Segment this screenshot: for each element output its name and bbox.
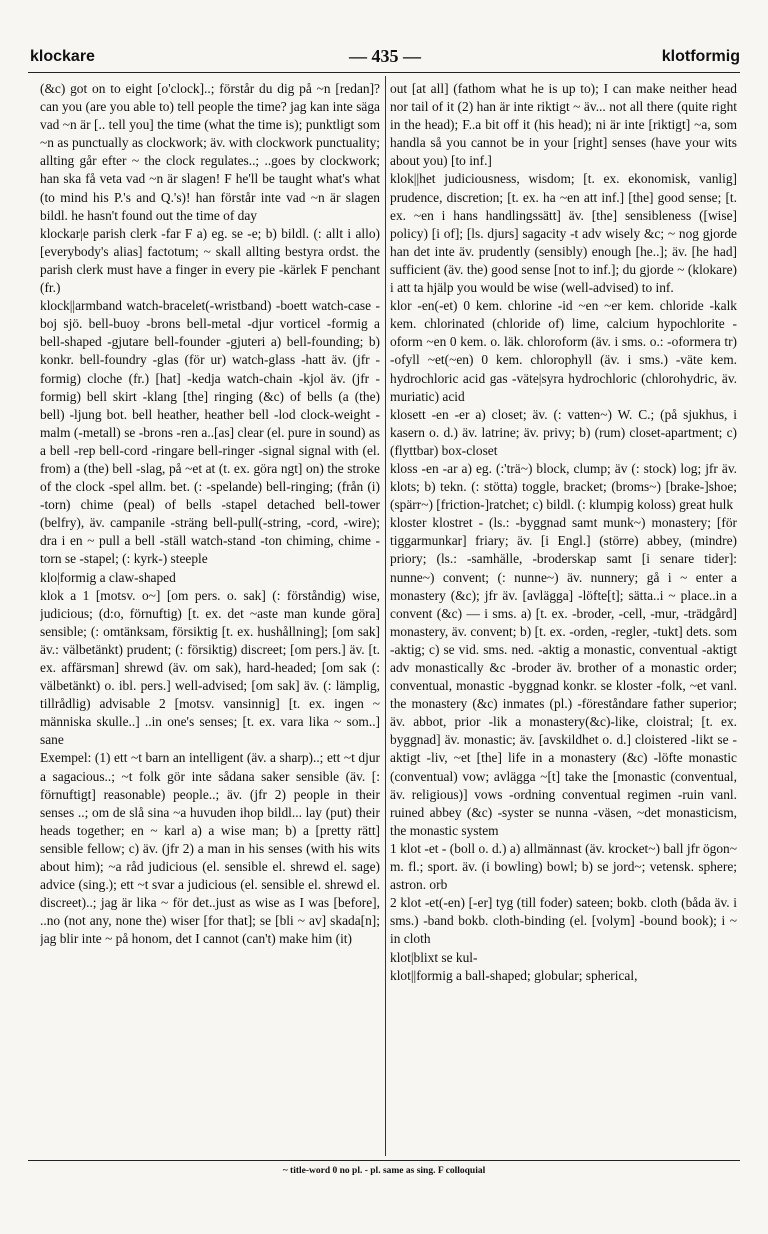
dictionary-entry: klok||het judiciousness, wisdom; [t. ex. ekonomisk, vanlig] prudence, discretion; [t. ex. ha ~en att inf.] [the] good sense; [t. ex. ~en i hans handlingssätt] äv. [the] sensibleness ([wise] policy) [i of]; [ls. djurs] sagacity -t adv wisely &c; ~ nog gjorde han det inte äv. prudently (sensibly) enough [he..]; äv. [he had] sufficient (äv. the) good sense [not to inf.]; du gjorde ~ (klokare) i att ta hjälp you would be wise (well-advised) to inf. [390,171,737,296]
header-rule [28,72,740,73]
dictionary-entry: klot|blixt se kul- [390,949,478,965]
dictionary-entry: klor -en(-et) 0 kem. chlorine -id ~en ~er kem. chloride -kalk kem. chlorinated (chloride of) lime, calcium hypochlorite -oform ~en 0 kem. o. läk. chloroform (äv. i sms. o.: -oformera tr) -ofyll ~et(~en) 0 kem. chlorophyll (äv. i sms.) -väte kem. hydrochloric acid gas -väte|syra hydrochloric (chlorohydric, äv. muriatic) acid [390,298,737,404]
dictionary-entry: 2 klot -et(-en) [-er] tyg (till foder) sateen; bokb. cloth (båda äv. i sms.) -band bokb. cloth-binding (el. [volym] -bound book); i ~ in cloth [390,895,737,947]
column-divider [385,76,386,1156]
abbreviation-key: ~ title-word 0 no pl. - pl. same as sing. F colloquial [282,1166,486,1176]
dictionary-entry: out [at all] (fathom what he is up to); I can make neither head nor tail of it (2) han är inte riktigt ~ äv... not all there (quite right in the head); F..a bit off it (his head); ni är inte [riktigt] ~a, som handla så you cannot be in your [right] senses (have your wits about you) [to inf.] [390,81,737,169]
dictionary-entry: klot||formig a ball-shaped; globular; spherical, [390,967,638,983]
dictionary-entry: klosett -en -er a) closet; äv. (: vatten~) W. C.; (på sjukhus, i kasern o. d.) äv. latrine; äv. privy; b) (rum) closet-apartment; c) (flyttbar) box-closet [390,406,737,458]
dictionary-entry: (&c) got on to eight [o'clock]..; förstår du dig på ~n [redan]? can you (are you able to) tell people the time? jag kan inte säga vad ~n är [.. tell you] the time (what the time is); punktligt som ~n as punctually as clockwork; äv. with clockwork punctuality; allting går efter ~ the clock regulates..; ..goes by clockwork; han ska få veta vad ~n är slagen! F he'll be taught what's what (to mind his P.'s and Q.'s)! han förstår inte vad ~n är slagen bildl. he hasn't found out the time of day [40,81,380,223]
dictionary-entry: klok a 1 [motsv. o~] [om pers. o. sak] (: förståndig) wise, judicious; (d:o, förnuftig) [t. ex. det ~aste man kunde göra] sensible; (: omtänksam, försiktig [t. ex. hushållning]; [om sak] äv.: välbetänkt) prudent; (: försiktig) discreet; [om pers.] äv. [t. ex. affärsman] shrewd (äv. om sak), hard-headed; [om sak (: välbetänkt) o. ibl. pers.] well-advised; [om sak] äv. (: lämplig, tillrådlig) advisable 2 [motsv. vansinnig] [t. ex. ingen ~ människa skulle..] ..in one's senses; [t. ex. vara lika ~ som..] sane [40,587,380,748]
dictionary-entry: klo|formig a claw-shaped [40,569,176,585]
dictionary-entry: klockar|e parish clerk -far F a) eg. se -e; b) bildl. (: allt i allo) [everybody's alias] factotum; ~ skall allting bestyra ordst. the parish clerk must have a finger in every pie -kärlek F penchant (fr.) [40,225,380,296]
header-last-word: klotformig [661,48,740,65]
dictionary-entry: klock||armband watch-bracelet(-wristband) -boett watch-case -boj sjö. bell-buoy -brons bell-metal -djur vorticel -formig a bell-shaped -gjutare bell-founder -gjuteri a) bell-founding; b) konkr. bell-foundry -glas (för ur) watch-glass -hatt äv. (jfr -formig) cloche (fr.) [hat] -kedja watch-chain -kjol äv. (jfr -formig) bell skirt -klang [the] ringing (&c) of bells (a (the) bell) -ljung bot. bell heather, heather bell -lod clock-weight -malm (-metall) se -brons -ren a..[as] clear (el. pure in sound) as a bell -rep bell-cord -ringare bell-ringer -signal signal with (el. from) a (the) bell -slag, på ~et at (t. ex. göra ngt] on) the stroke of the clock -spel allm. bet. (: -spelande) bell-ringing; (från (i) -torn) chime (peal) of bells -stapel detached bell-tower (belfry), äv. campanile -sträng bell-pull(-string, -cord, -wire); dra i en ~ pull a bell -ställ watch-stand -ton chiming, chime -torn se -stapel; (: kyrk-) steeple [40,298,380,567]
dictionary-entry: kloster klostret - (ls.: -byggnad samt munk~) monastery; [för tiggarmunkar] friary; äv. [i Engl.] (större) abbey, (mindre) priory; (ls.: -samhälle, -broderskap samt [i senare tider]: nunne~) convent; (: nunne~) äv. nunnery; gå i ~ enter a monastery (&c); jfr äv. [avlägga] -löfte[t]; sätta..i ~ place..in a convent (&c) — i sms. a) [t. ex. -broder, -cell, -mur, -trädgård] monastery, äv. convent; b) [t. ex. -orden, -regler, -tukt] dets. som -aktig; c) se vid. sms. ned. -aktig a monastic, conventual -aktigt adv monastically &c -broder äv. brother of a monastic order; conventual, monastic -byggnad konkr. se kloster -folk, ~et vanl. the monastery (&c) inmates (pl.) -föreståndare father superior; äv. abbot, prior -lik a monastery(&c)-like, cloistral; [t. ex. byggnad] äv. monastic; äv. [avskildhet o. d.] cloistered -likt se -aktigt -liv, ~et [the] life in a monastery (&c) -löfte monastic (conventual) vow; avlägga ~[t] take the [monastic (conventual, äv. religious)] vows -ordning conventual regimen -ruin vanl. ruined abbey (&c) -syster se nunna -väsen, ~det monasticism, the monastic system [390,515,737,838]
running-header [30,44,740,70]
dictionary-entry: 1 klot -et - (boll o. d.) a) allmännast (äv. krocket~) ball jfr ögon~ m. fl.; sport. äv. (i bowling) bowl; b) se jord~; vetensk. sphere; astron. orb [390,840,737,893]
dictionary-entry: kloss -en -ar a) eg. (:'trä~) block, clump; äv (: stock) log; jfr äv. klots; b) tekn. (: stötta) toggle, bracket; (broms~) [brake-]shoe; (spärr~) [friction-]ratchet; c) bildl. (: klumpig koloss) great hulk [390,460,737,513]
dictionary-entry: Exempel: (1) ett ~t barn an intelligent (äv. a sharp)..; ett ~t djur a sagacious..; ~t folk gör inte sådana saker sensible (äv. [: förnuftigt] reasonable) people..; äv. (jfr 2) people in their senses ..; om de slå sina ~a huvuden ihop bildl... lay (put) their heads together; en ~ karl a) a wise man; b) a [pretty rätt] sensible fellow; c) äv. (jfr 2) a man in his senses (with his wits about him); ~a råd judicious (el. sensible el. shrewd el. sage) advice (sing.); ett ~t svar a judicious (el. sensible el. shrewd el. discreet)..; jag är lika ~ för det..just as wise as I was [before], ..no (not any, none the) wiser [for that]; se [bli ~ av] skada[n]; jag blir inte ~ på honom, det I cannot (can't) make him (it) [40,750,380,947]
header-first-word: klockare [30,48,95,65]
footer-rule [28,1160,740,1161]
right-column [390,80,737,1148]
page-number: — 435 — [349,46,421,66]
left-column [40,80,380,1148]
